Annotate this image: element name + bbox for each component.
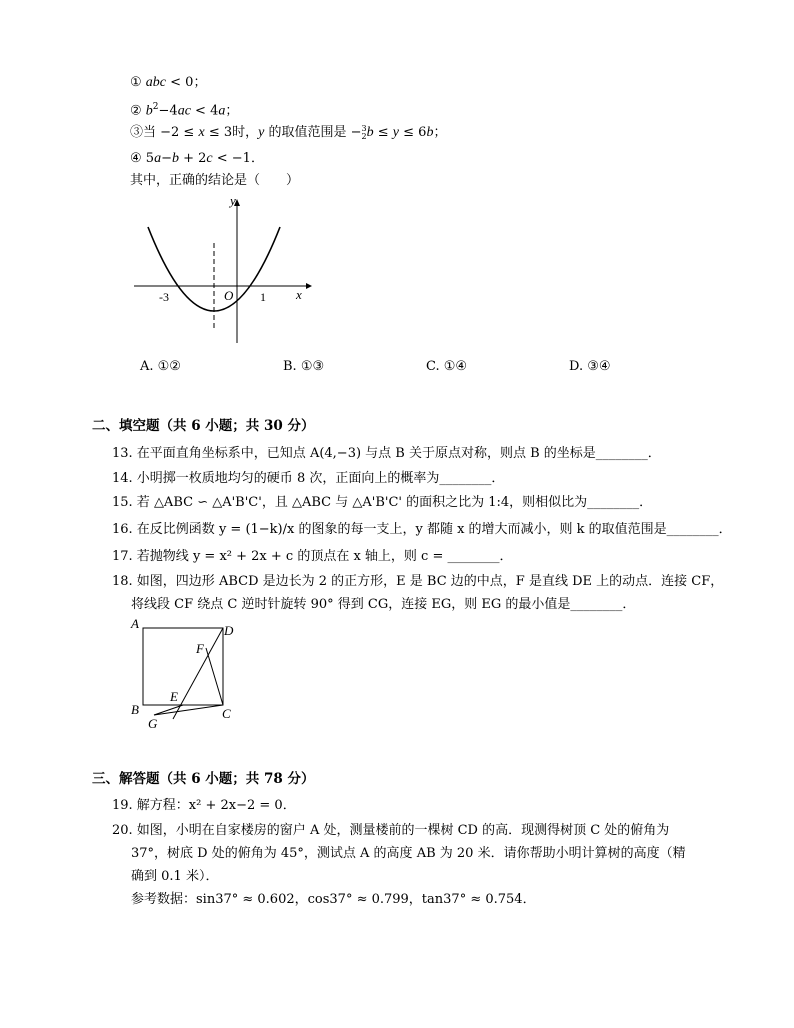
question-20-reference: 参考数据：sin37° ≈ 0.602，cos37° ≈ 0.799，tan37° ≈ 0.754． [131,892,536,907]
section2-heading: 二、填空题（共 6 小题；共 30 分） [92,418,315,434]
option-b: B. ①③ [283,359,325,374]
question-18-line1: 18. 如图，四边形 ABCD 是边长为 2 的正方形，E 是 BC 边的中点，F 是直线 DE 上的动点．连接 CF， [112,574,724,589]
parabola-graph [128,195,318,345]
segment-cg [154,705,223,715]
x-label: x [296,287,302,302]
question-20-line1: 20. 如图，小明在自家楼房的窗户 A 处，测量楼前的一棵树 CD 的高．现测得树顶 C 处的俯角为 [112,823,670,838]
statement-1: ① abc < 0； [130,75,207,90]
square-figure [126,612,246,732]
question-17: 17. 若抛物线 y = x² + 2x + c 的顶点在 x 轴上，则 c = ________． [112,549,513,564]
question-18-line2: 将线段 CF 绕点 C 逆时针旋转 90° 得到 CG，连接 EG，则 EG 的最小值是________． [131,597,636,612]
y-label: y [230,195,236,208]
label-a: A [131,616,139,631]
x-axis-arrow-icon [306,283,312,289]
question-15: 15. 若 △ABC ∽ △A'B'C'，且 △ABC 与 △A'B'C' 的面积之比为 1:4，则相似比为________． [112,495,653,510]
label-g: G [148,716,158,731]
origin-label: O [224,288,234,303]
question-13: 13. 在平面直角坐标系中，已知点 A(4,−3) 与点 B 关于原点对称，则点 B 的坐标是________． [112,446,661,461]
root-left-label: -3 [159,290,169,304]
statement-3: ③当 −2 ≤ x ≤ 3时，y 的取值范围是 −3 2b ≤ y ≤ 6b； [130,123,447,141]
label-c: C [222,706,231,721]
question-19: 19. 解方程：x² + 2x−2 = 0． [112,798,296,813]
segment-cf [206,648,223,705]
option-a: A. ①② [140,359,181,374]
label-f: F [196,641,204,656]
statement-4: ④ 5a−b + 2c < −1． [130,151,264,166]
segment-eg [154,705,183,715]
root-right-label: 1 [260,290,266,304]
question-prompt: 其中，正确的结论是（ ） [130,173,300,188]
question-16: 16. 在反比例函数 y = (1−k)/x 的图象的每一支上，y 都随 x 的增大而减小，则 k 的取值范围是________． [112,522,732,537]
label-b: B [131,702,139,717]
label-d: D [224,623,234,638]
question-20-line3: 确到 0.1 米）． [131,869,219,884]
option-c: C. ①④ [426,359,468,374]
section3-heading: 三、解答题（共 6 小题；共 78 分） [92,771,315,787]
option-d: D. ③④ [569,359,611,374]
question-20-line2: 37°，树底 D 处的俯角为 45°，测试点 A 的高度 AB 为 20 米．请你帮助小明计算树的高度（精 [131,846,686,861]
label-e: E [170,689,178,704]
question-14: 14. 小明掷一枚质地均匀的硬币 8 次，正面向上的概率为________． [112,471,505,486]
statement-2: ② $b^2-4ac < 4a$； [130,102,239,119]
